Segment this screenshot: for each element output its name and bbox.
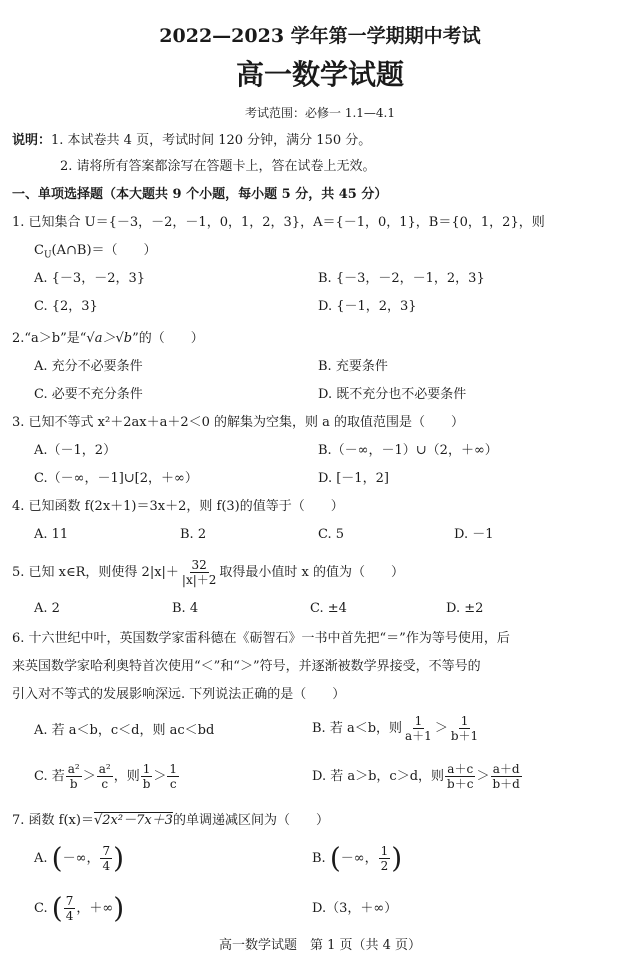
q3-option-d: D. [－1，2] — [318, 471, 389, 486]
exam-year-heading: 2022—2023 学年第一学期期中考试 — [159, 25, 481, 47]
q6-c-frac-4-den: c — [169, 777, 177, 791]
q7-a-lparen: ( — [51, 841, 63, 875]
q5-stem-end: 取得最小值时 x 的值为（ ） — [219, 565, 405, 580]
q4-stem: 4. 已知函数 f(2x＋1)＝3x＋2，则 f(3)的值等于（ ） — [12, 499, 344, 514]
q2-sqrt-expr: √a＞√b — [86, 331, 133, 346]
q3-stem: 3. 已知不等式 x²＋2ax＋a＋2＜0 的解集为空集，则 a 的取值范围是（ ） — [12, 415, 465, 430]
q6-c-gt-2: ＞ — [153, 769, 167, 784]
q6-option-d — [312, 762, 523, 791]
q6-b-frac-1 — [403, 714, 434, 743]
q3-option-b: B.（－∞，－1）∪（2，＋∞） — [318, 443, 498, 458]
q2-stem-end: ”的（ ） — [132, 331, 204, 346]
q6-option-b — [312, 714, 481, 743]
q5-option-a: A. 2 — [34, 601, 60, 616]
q7-a-frac-num: 7 — [102, 844, 111, 858]
q6-c-frac-4-num: 1 — [169, 762, 178, 776]
q6-b-frac-2-den: b＋1 — [450, 729, 479, 743]
q7-b-frac — [379, 844, 391, 873]
q6-c-frac-4 — [167, 762, 179, 791]
q7-stem — [12, 812, 329, 830]
q4-option-c: C. 5 — [318, 527, 345, 542]
q2-option-a: A. 充分不必要条件 — [34, 359, 143, 374]
q1-stem-end: (A∩B)＝（ ） — [51, 243, 157, 258]
q7-b-frac-den: 2 — [380, 859, 389, 873]
q1-stem-cont — [34, 242, 157, 265]
q1-complement-sub: U — [43, 250, 52, 261]
q6-b-frac-2 — [449, 714, 480, 743]
q5-stem-start: 5. 已知 x∈R，则使得 2|x|＋ — [12, 565, 179, 580]
q6-option-c — [34, 762, 180, 791]
q5-option-c: C. ±4 — [310, 601, 347, 616]
q7-b-frac-num: 1 — [380, 844, 389, 858]
q7-b-left: －∞， — [340, 851, 378, 866]
q6-stem-line-3: 引入对不等式的发展影响深远. 下列说法正确的是（ ） — [12, 687, 346, 702]
q6-d-prefix: D. 若 a＞b，c＞d，则 — [312, 769, 445, 784]
q6-d-frac-2 — [490, 762, 521, 791]
q7-option-d: D.（3，＋∞） — [312, 901, 398, 916]
q6-c-frac-2-den: c — [101, 777, 109, 791]
q7-c-frac — [64, 894, 76, 923]
q5-frac-num: 32 — [191, 558, 207, 572]
q6-c-frac-2 — [97, 762, 113, 791]
notes-line-1 — [12, 132, 371, 150]
q6-d-frac-1-den: b＋c — [447, 777, 474, 791]
page-footer: 高一数学试题 第 1 页（共 4 页） — [218, 938, 422, 953]
q2-option-b: B. 充要条件 — [318, 359, 388, 374]
q4-option-a: A. 11 — [34, 527, 69, 542]
q7-a-frac-den: 4 — [102, 859, 111, 873]
q7-c-rparen: ) — [113, 891, 125, 925]
q4-option-d: D. －1 — [454, 527, 494, 542]
q7-a-rparen: ) — [113, 841, 125, 875]
q7-a-frac — [100, 844, 112, 873]
q7-c-right: ，＋∞ — [76, 901, 114, 916]
q6-c-frac-2-num: a² — [98, 762, 111, 776]
q6-b-prefix: B. 若 a＜b，则 — [312, 721, 403, 736]
q2-stem — [12, 330, 204, 348]
notes-label: 说明： — [12, 133, 52, 148]
q2-option-d: D. 既不充分也不必要条件 — [318, 387, 467, 402]
q6-c-frac-3 — [141, 762, 153, 791]
notes-text-1: 1. 本试卷共 4 页，考试时间 120 分钟，满分 150 分。 — [51, 133, 372, 148]
q5-option-b: B. 4 — [172, 601, 199, 616]
q7-c-frac-den: 4 — [65, 909, 74, 923]
q6-b-gt: ＞ — [434, 721, 448, 736]
q6-d-frac-1 — [445, 762, 475, 791]
q2-option-c: C. 必要不充分条件 — [34, 387, 143, 402]
exam-scope: 考试范围：必修一 1.1—4.1 — [245, 106, 395, 120]
q4-option-b: B. 2 — [180, 527, 207, 542]
q6-d-gt: ＞ — [476, 769, 490, 784]
q7-c-lparen: ( — [51, 891, 63, 925]
q6-c-frac-1 — [66, 762, 82, 791]
q3-option-a: A.（－1，2） — [34, 443, 117, 458]
q7-c-frac-num: 7 — [65, 894, 74, 908]
q6-stem-line-2: 来英国数学家哈利奥特首次使用“＜”和“＞”符号，并逐渐被数学界接受，不等号的 — [12, 659, 481, 674]
q3-option-c: C.（－∞，－1]∪[2，＋∞） — [34, 471, 198, 486]
q7-b-rparen: ) — [391, 841, 403, 875]
q7-b-prefix: B. — [312, 851, 326, 866]
q6-c-prefix: C. 若 — [34, 769, 65, 784]
q2-stem-start: 2.“a＞b”是“ — [12, 331, 87, 346]
q5-stem — [12, 558, 404, 587]
q1-option-d: D. {－1，2，3} — [318, 299, 417, 314]
q6-d-frac-1-num: a＋c — [447, 762, 474, 776]
q7-option-a — [34, 841, 125, 875]
notes-line-2: 2. 请将所有答案都涂写在答题卡上，答在试卷上无效。 — [60, 159, 376, 174]
q1-option-c: C. {2，3} — [34, 299, 98, 314]
q6-b-frac-1-den: a＋1 — [405, 729, 432, 743]
q7-a-prefix: A. — [34, 851, 48, 866]
q5-fraction — [180, 558, 219, 587]
q7-option-c — [34, 891, 125, 925]
q7-a-left: －∞， — [62, 851, 100, 866]
q6-c-frac-3-num: 1 — [142, 762, 151, 776]
q6-d-frac-2-den: b＋d — [492, 777, 520, 791]
q6-c-frac-1-num: a² — [67, 762, 80, 776]
q1-complement-symbol: C — [34, 243, 44, 258]
q7-c-prefix: C. — [34, 901, 48, 916]
section-heading: 一、单项选择题（本大题共 9 个小题，每小题 5 分，共 45 分） — [12, 187, 388, 202]
q7-sqrt-expr: √2x²－7x＋3 — [93, 813, 173, 828]
q6-option-a: A. 若 a＜b，c＜d，则 ac＜bd — [34, 723, 215, 738]
q6-stem-line-1: 6. 十六世纪中叶，英国数学家雷科德在《砺智石》一书中首先把“＝”作为等号使用，后 — [12, 631, 510, 646]
q6-c-frac-3-den: b — [142, 777, 151, 791]
q6-c-frac-1-den: b — [69, 777, 78, 791]
q1-option-b: B. {－3，－2，－1，2，3} — [318, 271, 485, 286]
q7-b-lparen: ( — [329, 841, 341, 875]
q6-b-frac-2-num: 1 — [460, 714, 469, 728]
q6-c-mid: ，则 — [113, 769, 140, 784]
q6-c-gt: ＞ — [82, 769, 96, 784]
q5-option-d: D. ±2 — [446, 601, 484, 616]
q1-stem: 1. 已知集合 U＝{－3，－2，－1，0，1，2，3}，A＝{－1，0，1}，B＝{0，1，2}，则 — [12, 215, 545, 230]
q7-stem-end: 的单调递减区间为（ ） — [172, 813, 329, 828]
q7-stem-start: 7. 函数 f(x)＝ — [12, 813, 94, 828]
exam-title: 高一数学试题 — [235, 58, 404, 91]
q7-option-b — [312, 841, 403, 875]
q1-option-a: A. {－3，－2，3} — [34, 271, 146, 286]
q5-frac-den: |x|＋2 — [181, 573, 217, 587]
q6-b-frac-1-num: 1 — [414, 714, 423, 728]
q6-d-frac-2-num: a＋d — [492, 762, 520, 776]
